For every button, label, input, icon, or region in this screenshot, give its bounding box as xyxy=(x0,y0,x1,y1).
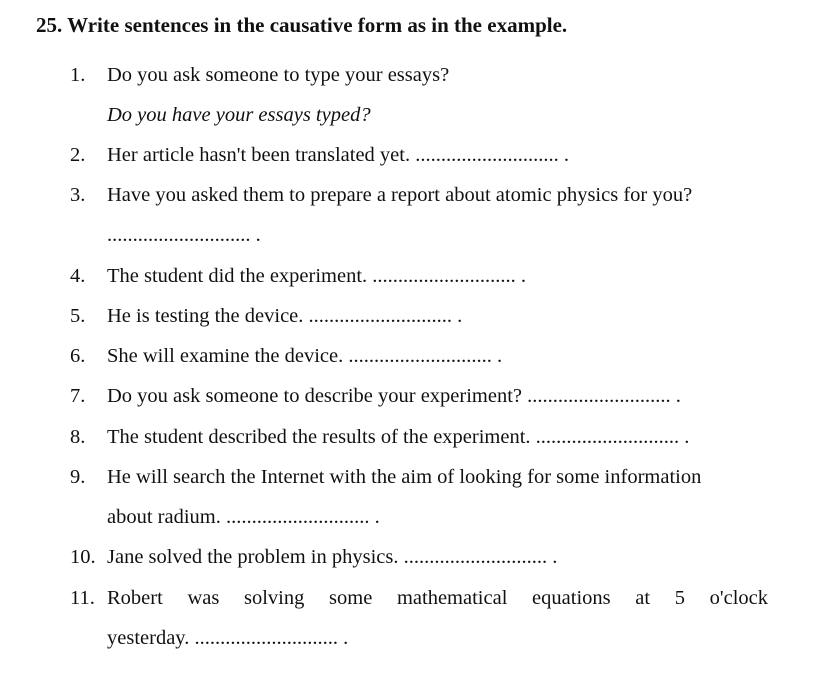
item-sentence: She will examine the device. ............................ . xyxy=(107,345,503,367)
item-question: Do you ask someone to type your essays? xyxy=(107,64,450,86)
item-number: 8. xyxy=(70,426,86,448)
exercise-item-10 xyxy=(70,542,770,572)
item-sentence: The student did the experiment. ............................ . xyxy=(107,265,527,287)
item-number: 9. xyxy=(70,466,86,488)
item-number: 3. xyxy=(70,184,86,206)
exercise-item-11 xyxy=(70,583,770,613)
item-number: 1. xyxy=(70,64,86,86)
example-answer-line xyxy=(70,100,770,130)
item-sentence: He will search the Internet with the aim of looking for some information xyxy=(107,466,702,488)
item-sentence: Jane solved the problem in physics. ............................ . xyxy=(107,546,558,568)
item-sentence: Robert was solving some mathematical equations at 5 o'clock xyxy=(107,587,768,609)
item-number: 5. xyxy=(70,305,86,327)
exercise-item-7 xyxy=(70,381,770,411)
item-number: 11. xyxy=(70,587,95,609)
item-number: 4. xyxy=(70,265,86,287)
item-sentence: He is testing the device. ............................ . xyxy=(107,305,463,327)
item-continuation: about radium. ............................ . xyxy=(107,506,380,528)
item-number: 7. xyxy=(70,385,86,407)
exercise-item-3 xyxy=(70,180,770,210)
item-sentence: Her article hasn't been translated yet. ............................ . xyxy=(107,144,569,166)
exercise-item-8 xyxy=(70,422,770,452)
item-number: 10. xyxy=(70,546,96,568)
exercise-item-5 xyxy=(70,301,770,331)
item-continuation-line xyxy=(70,623,770,653)
exercise-item-2 xyxy=(70,140,770,170)
example-answer: Do you have your essays typed? xyxy=(107,104,371,126)
exercise-item-1 xyxy=(70,60,770,90)
item-continuation-line xyxy=(70,502,770,532)
item-sentence: The student described the results of the experiment. ............................ . xyxy=(107,426,690,448)
exercise-title: 25. Write sentences in the causative form as in the example. xyxy=(36,13,568,37)
answer-blank-line xyxy=(70,220,770,250)
answer-blank: ............................ . xyxy=(107,224,261,246)
exercise-item-9 xyxy=(70,462,770,492)
item-number: 6. xyxy=(70,345,86,367)
item-sentence: Do you ask someone to describe your experiment? ............................ . xyxy=(107,385,681,407)
item-sentence: Have you asked them to prepare a report about atomic physics for you? xyxy=(107,184,693,206)
item-number: 2. xyxy=(70,144,86,166)
exercise-item-4 xyxy=(70,261,770,291)
item-continuation: yesterday. ............................ . xyxy=(107,627,349,649)
exercise-item-6 xyxy=(70,341,770,371)
